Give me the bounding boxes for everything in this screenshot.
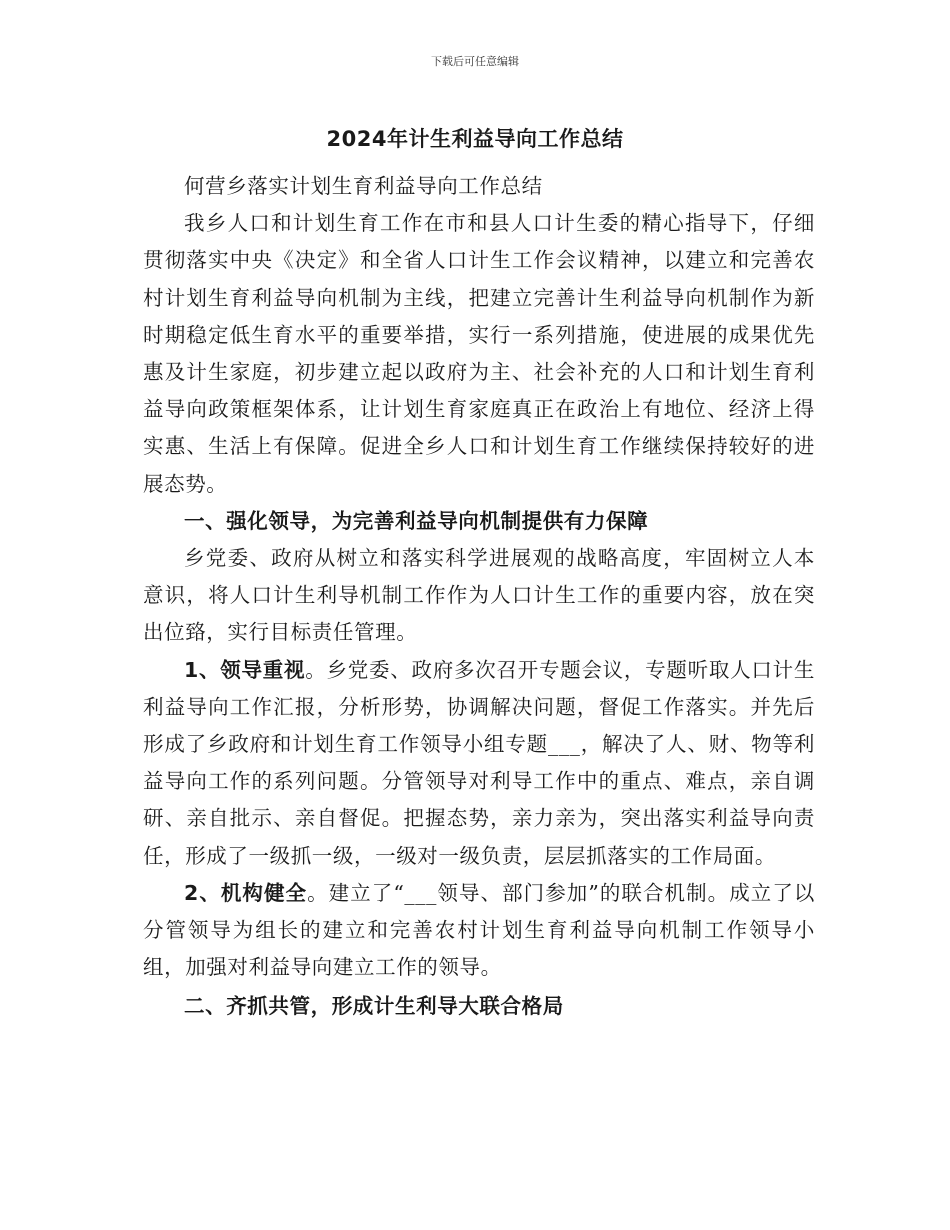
item1-paragraph xyxy=(143,652,815,875)
intro-paragraph: 我乡人口和计划生育工作在市和县人口计生委的精心指导下，仔细贯彻落实中央《决定》和全省人口计生工作会议精神，以建立和完善农村计划生育利益导向机制为主线，把建立完善计生利益导向机制作为新时期稳定低生育水平的重要举措，实行一系列措施，使进展的成果优先惠及计生家庭，初步建立起以政府为主、社会补充的人口和计划生育利益导向政策框架体系，让计划生育家庭真正在政治上有地位、经济上得实惠、生活上有保障。促进全乡人口和计划生育工作继续保持较好的进展态势。 xyxy=(143,211,815,496)
item2-paragraph xyxy=(143,875,815,987)
item2-lead: 2、机构健全 xyxy=(184,880,308,905)
document-body xyxy=(143,168,815,1026)
page-title: 2024年计生利益导向工作总结 xyxy=(326,127,624,151)
subtitle: 何营乡落实计划生育利益导向工作总结 xyxy=(184,174,543,198)
section2-heading: 二、齐抓共管，形成计生利导大联合格局 xyxy=(184,994,564,1019)
item1-text: 。乡党委、政府多次召开专题会议，专题听取人口计生利益导向工作汇报，分析形势，协调解决问题，督促工作落实。并先后形成了乡政府和计划生育工作领导小组专题___，解决了人、财、物等利益导向工作的系列问题。分管领导对利导工作中的重点、难点，亲自调研、亲自批示、亲自督促。把握态势，亲力亲为，突出落实利益导向责任，形成了一级抓一级，一级对一级负责，层层抓落实的工作局面。 xyxy=(143,657,815,868)
section1-heading: 一、强化领导，为完善利益导向机制提供有力保障 xyxy=(184,508,649,533)
header-note: 下载后可任意编辑 xyxy=(431,55,519,68)
section1-paragraph: 乡党委、政府从树立和落实科学进展观的战略高度，牢固树立人本意识，将人口计生利导机制工作作为人口计生工作的重要内容，放在突出位臵，实行目标责任管理。 xyxy=(143,546,815,645)
item1-lead: 1、领导重视 xyxy=(184,657,306,682)
item2-text: 。建立了“___领导、部门参加”的联合机制。成立了以分管领导为组长的建立和完善农村计划生育利益导向机制工作领导小组，加强对利益导向建立工作的领导。 xyxy=(143,880,815,980)
